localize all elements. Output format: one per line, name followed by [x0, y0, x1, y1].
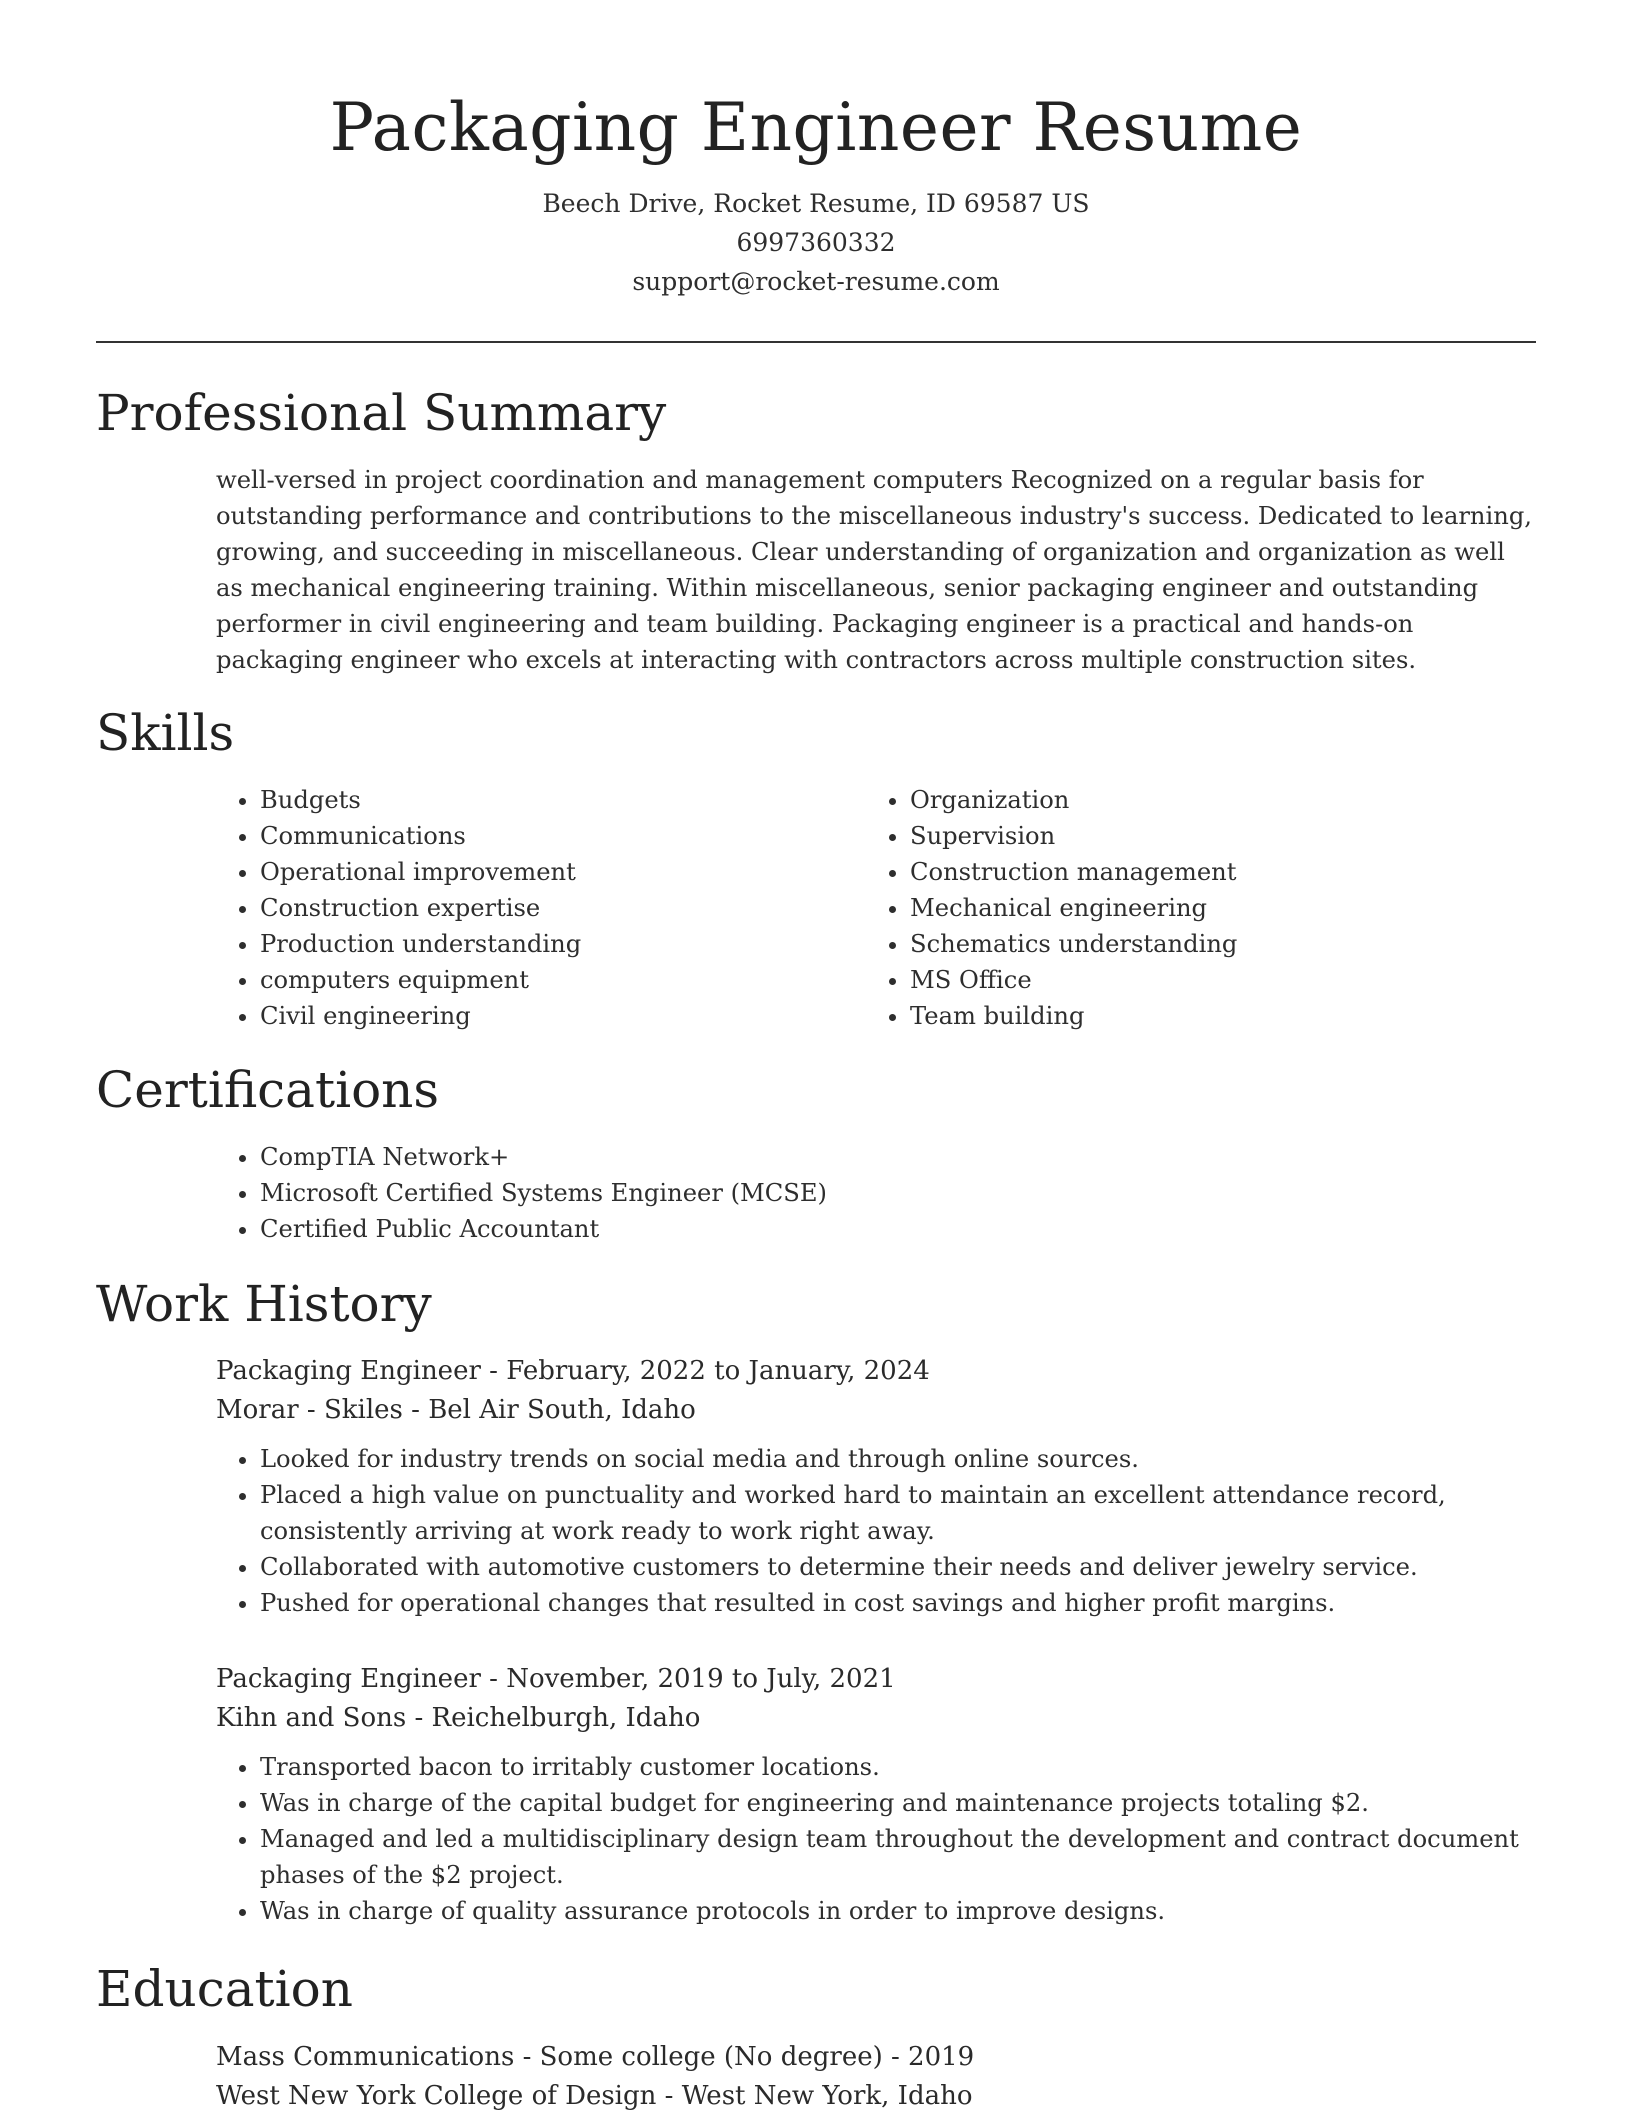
skill-item: • Operational improvement: [260, 854, 856, 890]
education-entry: [216, 2038, 1538, 2116]
skill-item: • Mechanical engineering: [910, 890, 1506, 926]
skill-item: • Team building: [910, 998, 1506, 1034]
skill-item: • Budgets: [260, 782, 856, 818]
job-company-line: Kihn and Sons - Reichelburgh, Idaho: [216, 1703, 701, 1733]
job-bullet: • Was in charge of quality assurance protocols in order to improve designs.: [260, 1893, 1538, 1929]
job-title-line: Packaging Engineer - February, 2022 to January, 2024: [216, 1356, 930, 1386]
job-bullet: • Managed and led a multidisciplinary design team throughout the development and contract document phases of the $2 project.: [260, 1821, 1538, 1893]
job-bullet: • Collaborated with automotive customers to determine their needs and deliver jewelry service.: [260, 1549, 1538, 1585]
summary-text: well-versed in project coordination and management computers Recognized on a regular basis for outstanding performance and contributions to the miscellaneous industry's success. Dedicated to learning, growing, and succeeding in miscellaneous. Clear understanding of organization and organization as well as mechanical engineering training. Within miscellaneous, senior packaging engineer and outstanding performer in civil engineering and team building. Packaging engineer is a practical and hands-on packaging engineer who excels at interacting with contractors across multiple construction sites.: [216, 466, 1532, 674]
job-entry: [216, 1352, 1538, 1621]
skill-item: • Supervision: [910, 818, 1506, 854]
job-company-line: Morar - Skiles - Bel Air South, Idaho: [216, 1395, 696, 1425]
skill-item: • Production understanding: [260, 926, 856, 962]
certification-item: • CompTIA Network+: [260, 1139, 1516, 1175]
job-bullet: • Transported bacon to irritably customer locations.: [260, 1749, 1538, 1785]
job-bullet: • Was in charge of the capital budget for engineering and maintenance projects totaling $2.: [260, 1785, 1538, 1821]
header-divider: [96, 341, 1536, 343]
skills-list-left: [216, 782, 856, 1034]
summary-heading: Professional Summary: [96, 384, 667, 442]
skill-item: • Organization: [910, 782, 1506, 818]
skill-item: • Construction management: [910, 854, 1506, 890]
contact-address: Beech Drive, Rocket Resume, ID 69587 US: [542, 189, 1090, 218]
contact-info: [0, 184, 1632, 301]
skills-list-right: [866, 782, 1506, 1034]
resume-header: [0, 0, 1632, 301]
skill-item: • computers equipment: [260, 962, 856, 998]
education-heading: Education: [96, 1960, 353, 2018]
contact-phone: 6997360332: [736, 228, 896, 257]
contact-email: support@rocket-resume.com: [632, 267, 1000, 296]
education-degree-line: Mass Communications - Some college (No degree) - 2019: [216, 2042, 975, 2072]
work-history-heading: Work History: [96, 1275, 432, 1333]
skill-item: • MS Office: [910, 962, 1506, 998]
job-bullet: • Placed a high value on punctuality and worked hard to maintain an excellent attendance record, consistently arriving at work ready to work right away.: [260, 1477, 1538, 1549]
resume-title: Packaging Engineer Resume: [329, 89, 1303, 166]
skills-heading: Skills: [96, 704, 235, 762]
job-entry: [216, 1660, 1538, 1929]
certification-item: • Certified Public Accountant: [260, 1211, 1516, 1247]
skill-item: • Communications: [260, 818, 856, 854]
certifications-list: [216, 1139, 1516, 1247]
certifications-heading: Certifications: [96, 1061, 440, 1119]
job-title-line: Packaging Engineer - November, 2019 to July, 2021: [216, 1664, 896, 1694]
skill-item: • Construction expertise: [260, 890, 856, 926]
education-school-line: West New York College of Design - West New York, Idaho: [216, 2081, 973, 2111]
job-bullet: • Looked for industry trends on social media and through online sources.: [260, 1441, 1538, 1477]
skill-item: • Civil engineering: [260, 998, 856, 1034]
skill-item: • Schematics understanding: [910, 926, 1506, 962]
certification-item: • Microsoft Certified Systems Engineer (MCSE): [260, 1175, 1516, 1211]
job-bullet: • Pushed for operational changes that resulted in cost savings and higher profit margins.: [260, 1585, 1538, 1621]
